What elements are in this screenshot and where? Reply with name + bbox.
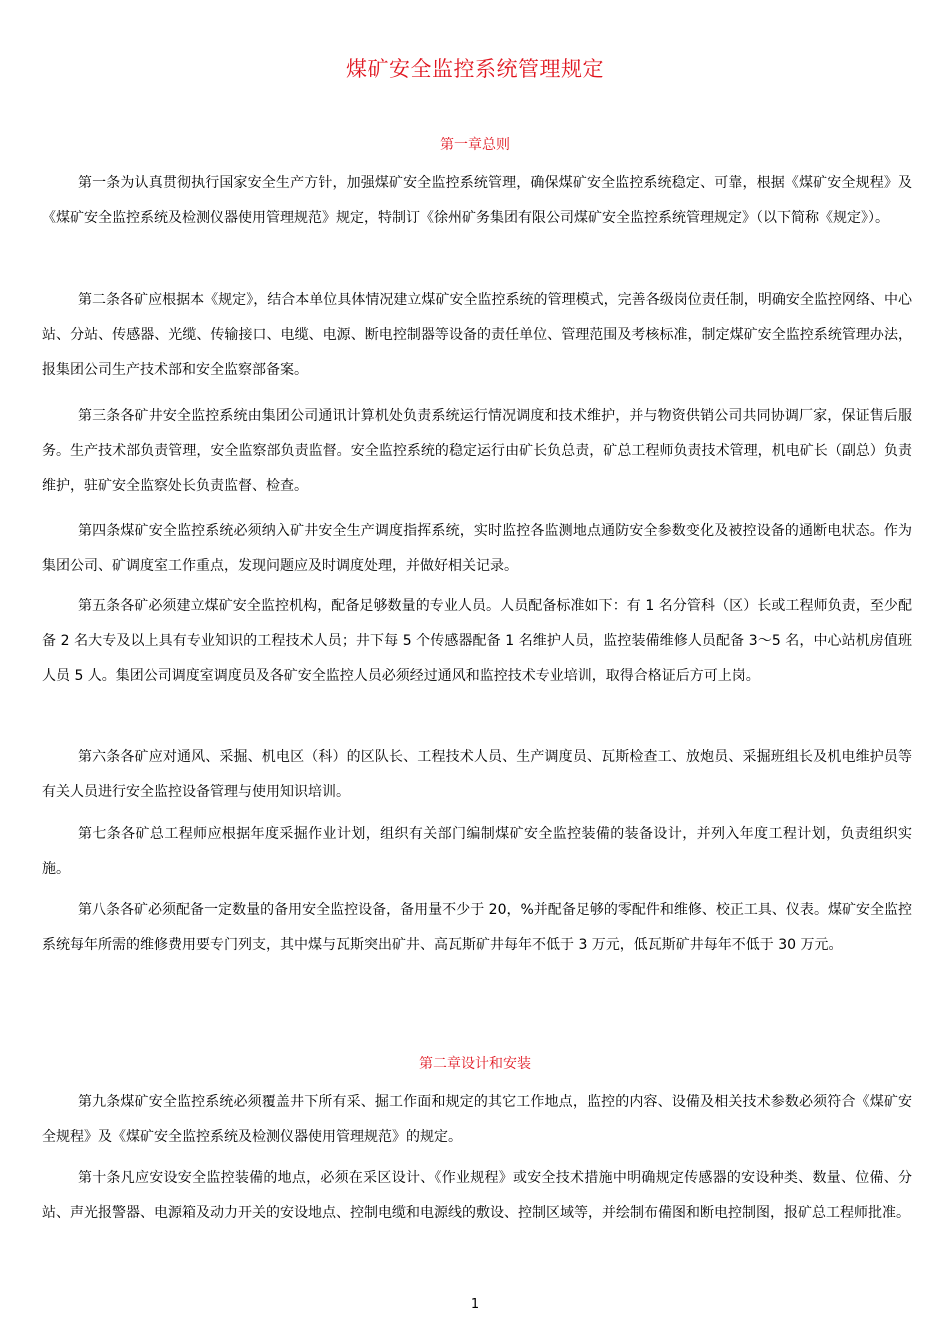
document-title: 煤矿安全监控系统管理规定 [346, 57, 604, 81]
article-paragraph: 第五条各矿必须建立煤矿安全监控机构，配备足够数量的专业人员。人员配备标准如下：有 1 名分管科（区）长或工程师负责，至少配备 2 名大专及以上具有专业知识的工程技术人员；井下每 5 个传感器配备 1 名维护人员，监控装備维修人员配备 3～5 名，中心站机房值班人员 5 人。集团公司调度室调度员及各矿安全监控人员必须经过通风和监控技术专业培训，取得合格证后方可上岗。 [42, 598, 912, 684]
page-number: 1 [470, 1297, 480, 1312]
article-paragraph: 第一条为认真贯彻执行国家安全生产方针，加强煤矿安全监控系统管理，确保煤矿安全监控系统稳定、可靠，根据《煤矿安全规程》及《煤矿安全监控系统及检测仪器使用管理规范》规定，特制订《徐州矿务集团有限公司煤矿安全监控系统管理规定》（以下简称《规定》）。 [42, 175, 912, 226]
article-paragraph: 第九条煤矿安全监控系统必须覆盖井下所有采、掘工作面和规定的其它工作地点，监控的内容、设備及相关技术参数必须符合《煤矿安全规程》及《煤矿安全监控系统及检测仪器使用管理规范》的规定。 [42, 1094, 912, 1145]
article-paragraph: 第四条煤矿安全监控系统必须纳入矿井安全生产调度指挥系统，实时监控各监测地点通防安全参数变化及被控设备的通断电状态。作为集团公司、矿调度室工作重点，发现问题应及时调度处理，并做好相关记录。 [42, 523, 912, 574]
chapter-heading: 第二章设计和安装 [419, 1056, 531, 1072]
article-paragraph: 第二条各矿应根据本《规定》，结合本单位具体情况建立煤矿安全监控系统的管理模式，完善各级岗位责任制，明确安全监控网络、中心站、分站、传感器、光缆、传输接口、电缆、电源、断电控制器等设备的责任单位、管理范围及考核标准，制定煤矿安全监控系统管理办法，报集团公司生产技术部和安全监察部备案。 [42, 292, 912, 378]
article-paragraph: 第十条凡应安设安全监控装備的地点，必须在采区设计、《作业规程》或安全技术措施中明确规定传感器的安设种类、数量、位備、分站、声光报警器、电源箱及动力开关的安设地点、控制电缆和电源线的敷设、控制区域等，并绘制布備图和断电控制图，报矿总工程师批准。 [42, 1170, 912, 1221]
chapter-heading: 第一章总则 [440, 137, 510, 153]
article-paragraph: 第七条各矿总工程师应根据年度采掘作业计划，组织有关部门编制煤矿安全监控装備的装备设计，并列入年度工程计划，负责组织实施。 [42, 826, 912, 877]
article-paragraph: 第三条各矿井安全监控系统由集团公司通讯计算机处负责系统运行情况调度和技术维护，并与物资供销公司共同协调厂家，保证售后服务。生产技术部负责管理，安全监察部负责监督。安全监控系统的稳定运行由矿长负总责，矿总工程师负责技术管理，机电矿长（副总）负责维护，驻矿安全监察处长负责监督、检查。 [42, 408, 912, 494]
article-paragraph: 第八条各矿必须配备一定数量的备用安全监控设备，备用量不少于 20，%并配备足够的零配件和维修、校正工具、仪表。煤矿安全监控系统每年所需的维修费用要专门列支，其中煤与瓦斯突出矿井、高瓦斯矿井每年不低于 3 万元，低瓦斯矿井每年不低于 30 万元。 [42, 902, 912, 953]
article-paragraph: 第六条各矿应对通风、采掘、机电区（科）的区队长、工程技术人员、生产调度员、瓦斯检查工、放炮员、采掘班组长及机电维护员等有关人员进行安全监控设备管理与使用知识培训。 [42, 749, 912, 800]
